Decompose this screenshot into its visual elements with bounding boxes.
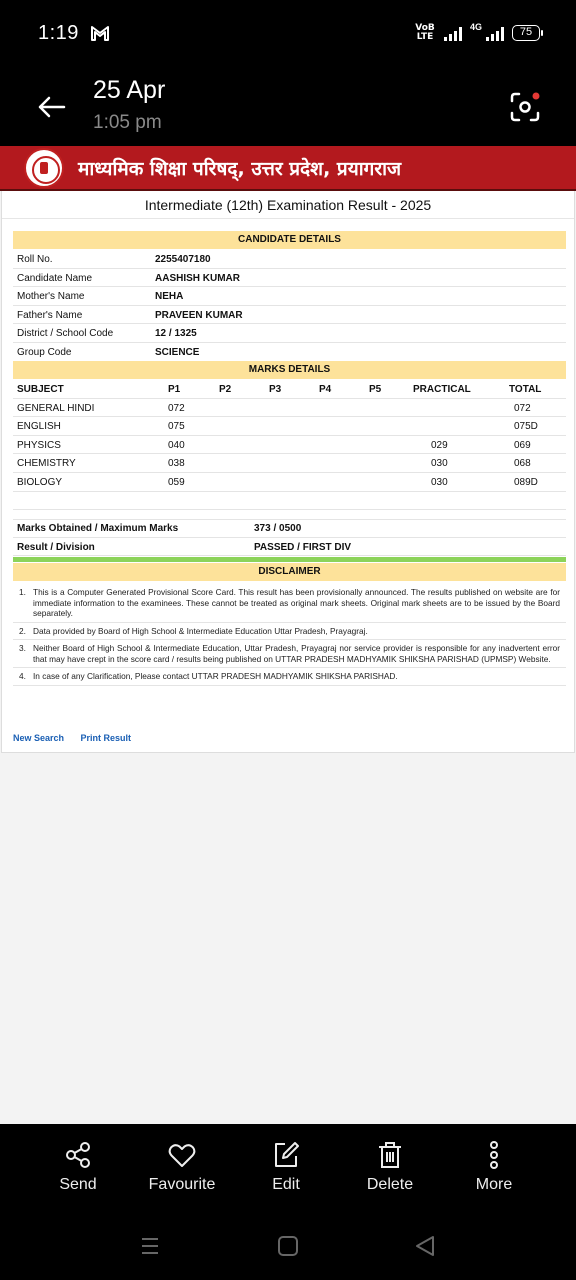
disclaimer-list	[13, 584, 566, 686]
more-vertical-icon	[479, 1140, 509, 1170]
table-row: CHEMISTRY 038 030 068	[13, 454, 566, 473]
volte-indicator: VoB LTE	[415, 23, 435, 42]
heart-icon	[167, 1140, 197, 1170]
status-bar	[0, 0, 576, 66]
share-icon	[63, 1140, 93, 1170]
action-bar	[0, 1124, 576, 1214]
result-document-image	[0, 146, 576, 1124]
info-row: Group Code SCIENCE	[13, 343, 566, 362]
status-time: 1:19	[38, 22, 79, 44]
signal-strength-icon-2	[486, 25, 504, 41]
battery-icon: 75	[512, 25, 540, 41]
candidate-details-heading: CANDIDATE DETAILS	[13, 231, 566, 249]
info-row: Roll No. 2255407180	[13, 250, 566, 269]
system-nav-bar	[0, 1214, 576, 1280]
trash-icon	[375, 1140, 405, 1170]
more-button[interactable]: More	[442, 1124, 546, 1214]
list-item: 2. Data provided by Board of High School & Intermediate Education Uttar Pradesh, Prayagraj.	[13, 623, 566, 641]
marks-header-row: SUBJECT P1 P2 P3 P4 P5 PRACTICAL TOTAL	[13, 380, 566, 399]
table-row: PHYSICS 040 029 069	[13, 436, 566, 455]
board-banner	[0, 146, 576, 191]
delete-button[interactable]: Delete	[338, 1124, 442, 1214]
marks-details-heading: MARKS DETAILS	[13, 361, 566, 379]
status-indicators	[414, 24, 540, 42]
empty-row	[13, 492, 566, 511]
info-row: Mother's Name NEHA	[13, 287, 566, 306]
info-row: District / School Code 12 / 1325	[13, 324, 566, 343]
send-button[interactable]: Send	[26, 1124, 130, 1214]
result-links	[13, 733, 145, 743]
edit-icon	[271, 1140, 301, 1170]
result-sheet	[1, 191, 575, 753]
board-name: माध्यमिक शिक्षा परिषद्, उत्तर प्रदेश, प्रयागराज	[78, 157, 402, 180]
new-search-link[interactable]: New Search	[13, 733, 65, 743]
table-row: BIOLOGY 059 030 089D	[13, 473, 566, 492]
info-row: Father's Name PRAVEEN KUMAR	[13, 306, 566, 325]
board-logo-icon	[24, 148, 64, 188]
result-title: Intermediate (12th) Examination Result - 2025	[2, 191, 574, 219]
marks-obtained-row: Marks Obtained / Maximum Marks 373 / 0500	[13, 519, 566, 538]
info-row: Candidate Name AASHISH KUMAR	[13, 269, 566, 288]
back-arrow-icon[interactable]	[34, 90, 68, 124]
edit-button[interactable]: Edit	[234, 1124, 338, 1214]
favourite-button[interactable]: Favourite	[130, 1124, 234, 1214]
list-item: 4. In case of any Clarification, Please contact UTTAR PRADESH MADHYAMIK SHIKSHA PARISHAD.	[13, 668, 566, 686]
photo-time: 1:05 pm	[93, 112, 162, 133]
disclaimer-heading: DISCLAIMER	[13, 563, 566, 581]
list-item: 1. This is a Computer Generated Provisional Score Card. This result has been provisionally announced. The results published on website are for immediate information to the examinees. These cannot be treated as original mark sheets. Original mark sheets are to be issued by the Board separately.	[13, 584, 566, 623]
network-type: 4G	[469, 22, 482, 32]
photo-date: 25 Apr	[93, 76, 166, 104]
lens-scan-icon[interactable]	[508, 90, 542, 124]
gmail-icon	[90, 24, 110, 42]
status-bar-green	[13, 557, 566, 562]
print-result-link[interactable]: Print Result	[80, 733, 132, 743]
table-row: ENGLISH 075 075D	[13, 417, 566, 436]
viewer-header	[0, 66, 576, 146]
result-division-row: Result / Division PASSED / FIRST DIV	[13, 538, 566, 557]
nav-back-icon[interactable]	[414, 1234, 436, 1258]
recent-apps-icon[interactable]	[140, 1236, 160, 1256]
list-item: 3. Neither Board of High School & Intermediate Education, Uttar Pradesh, Prayagraj nor service provider is responsible for any inadvertent error that may have crept in the score card / results being published on UTTAR PRADESH MADHYAMIK SHIKSHA PARISHAD (UPMSP) Website.	[13, 640, 566, 668]
signal-strength-icon	[444, 25, 462, 41]
home-icon[interactable]	[278, 1236, 298, 1256]
table-row: GENERAL HINDI 072 072	[13, 399, 566, 418]
